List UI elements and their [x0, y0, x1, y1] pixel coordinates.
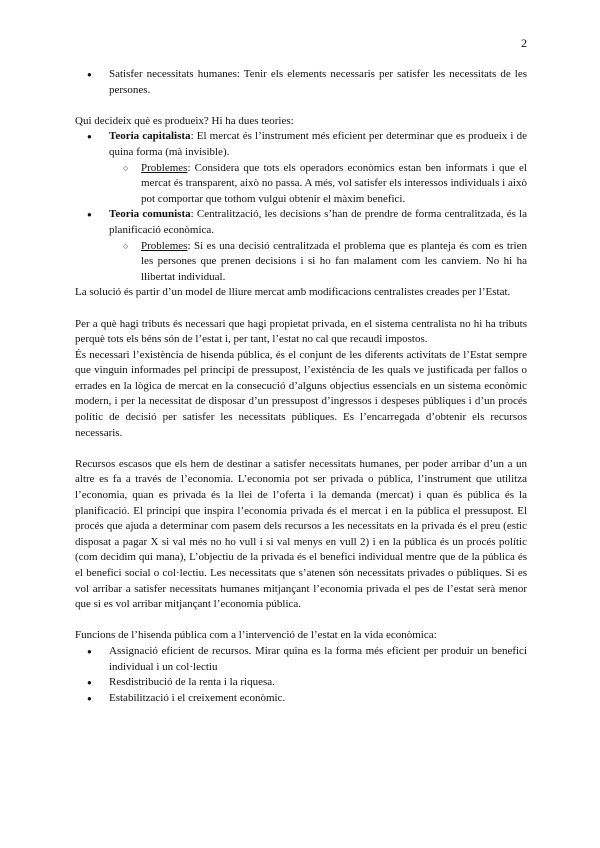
theories-question: Qui decideix què es produeix? Hi ha dues teories: [75, 114, 294, 127]
functions-list [75, 644, 527, 706]
theory-desc: : Centralització, les decisions s’han de prendre de forma centralitzada, és la planificació econòmica. [109, 208, 527, 236]
list-item [109, 239, 527, 286]
function-item: ● Resdistribució de la renta i la riquesa. [109, 676, 275, 689]
solution-paragraph: La solució és partir d’un model de lliure mercat amb modificacions centralistes creades per l’Estat. [75, 286, 511, 299]
resources-paragraph: Recursos escasos que els hem de destinar a satisfer necessitats humanes, per poder arribar d’un a un altre es fa a través de l’economia. L’economia pot ser privada o pública, l’instrument que utilitza l’economia, quan es privada és la llei de l’oferta i la demanda (mercat) i quan és pública és la planificació. El principi que inspira l’economia privada és el mercat i en la pública el pressupost. El procés que ajuda a determinar com pasem dels recursos a les necessitats en la privada és el preu (estic disposat a pagar X si val més no ho vull i si val menys en vull 2) i en la pública és un procés polític (com decidim qui mana), L’objectiu de la privada és el benefici individual mentre que de la pública és el benefici social o col·lectiu. Les necessitats que s’atenen són necessitats privades o públiques. Si es vol arribar a satisfer necessitats humanes mitjançant l’economia privada el pes de l’estat serà menor que si es vol arribar mitjançant l’economia pública. [75, 457, 527, 611]
problem-text: : Si es una decisió centralitzada el problema que es planteja és com es trien les persones que prenen decisions i si ho fan malament com les canviem. No hi ha llibertat individual. [141, 239, 527, 283]
problem-label: Problemes [141, 161, 188, 174]
list-item [75, 691, 527, 707]
taxes-paragraph: Per a què hagi tributs és necessari que hagi propietat privada, en el sistema centralista no hi ha tributs perquè tots els béns són de l’estat i, per tant, l’estat no cal que recaudi impostos. [75, 317, 527, 346]
problem-label: Problemes [141, 239, 188, 252]
document-body [75, 67, 527, 706]
theory-capitalist [75, 129, 527, 207]
list-item [75, 675, 527, 691]
theory-term: Teoria comunista [109, 208, 191, 221]
problems-list [109, 239, 527, 286]
list-item [75, 67, 527, 98]
theories-list [75, 129, 527, 285]
theory-communist [75, 207, 527, 285]
problem-text: : Considera que tots els operadors econòmics estan ben informats i que el mercat és transparent, això no passa. A més, vol satisfer els interessos individuals i això pot comportar que tothom vulgui obtenir el màxim benefici. [141, 161, 527, 205]
theory-term: Teoria capitalista [109, 130, 191, 143]
function-item: ● Estabilització i el creixement econòmic. [109, 691, 286, 704]
theory-desc: : El mercat és l’instrument més eficient per determinar que es produeix i de quina forma (mà invisible). [109, 130, 527, 158]
functions-title: Funcions de l’hisenda pública com a l’intervenció de l’estat en la vida econòmica: [75, 629, 437, 642]
page-number: 2 [521, 36, 527, 50]
list-item [75, 644, 527, 675]
problems-list [109, 161, 527, 208]
intro-bullet-text: ● Satisfer necessitats humanes: Tenir els elements necessaris per satisfer les necessitats de les persones. [109, 68, 527, 96]
function-item: ● Assignació eficient de recursos. Mirar quina es la forma més eficient per produir un benefici individual i un col·lectiu [109, 644, 527, 673]
public-finance-paragraph: És necessari l’existència de hisenda pública, és el conjunt de les diferents activitats de l’Estat sempre que vinguin informades pel principi de pressupost, l’existència de les quals ve justificada per fallos o errades en la lògica de mercat en la consecució d’alguns objectius essencials en un sistema econòmic modern, i per la necessitat de disposar d’un pressupost d’ingressos i despeses públiques i d’un procés polític de decisió per satisfer les necessitats públiques. Es l’encarregada d’obtenir els recursos necessaris. [75, 348, 527, 439]
list-item [109, 161, 527, 208]
intro-list [75, 67, 527, 98]
